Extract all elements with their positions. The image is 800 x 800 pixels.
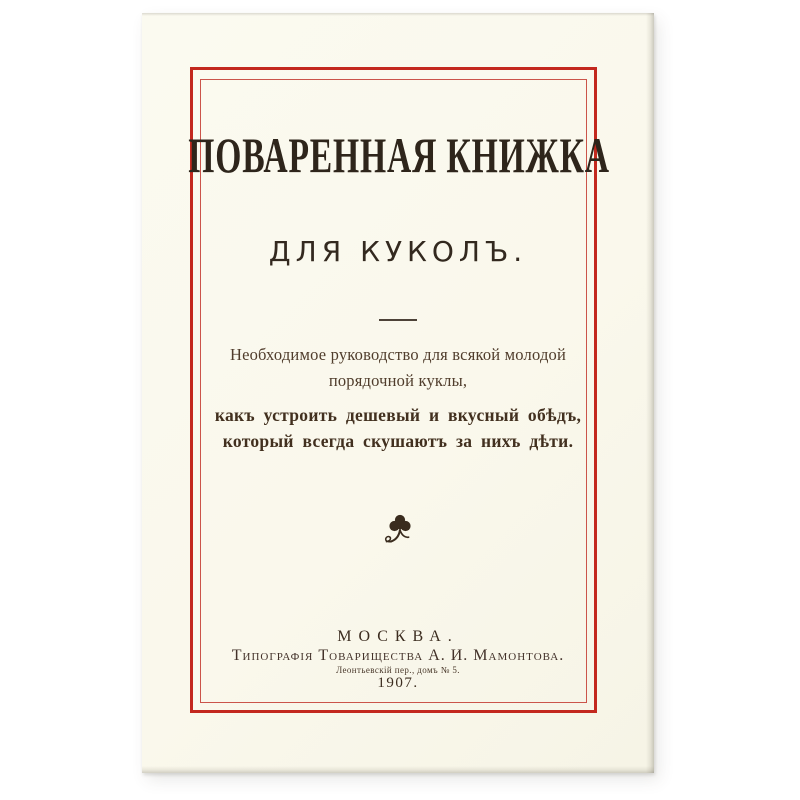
lead-paragraph-text: Необходимое руководство для всякой молодой порядочной куклы, — [229, 345, 567, 390]
book-title-text: ПОВАРЕННАЯ КНИЖКА — [188, 126, 610, 183]
divider-rule — [379, 319, 417, 321]
book-cover — [142, 13, 654, 773]
lead-paragraph — [142, 342, 654, 393]
imprint-printer: Типографія Товарищества А. И. Мамонтова. — [231, 647, 565, 664]
clover-fleuron-icon — [142, 511, 654, 554]
bold-paragraph — [142, 402, 654, 455]
book-title — [142, 126, 654, 183]
bold-paragraph-text: какъ устроить дешевый и вкусный обѣдъ, который всегда скушаютъ за нихъ дѣти. — [214, 405, 582, 452]
divider — [142, 308, 654, 326]
book-top-edge — [142, 13, 654, 16]
imprint-address: Леонтьевскій пер., домъ № 5. — [336, 665, 460, 675]
book-bottom-edge — [142, 766, 654, 773]
imprint-city: МОСКВА. — [337, 628, 459, 645]
imprint-year: 1907. — [377, 675, 419, 691]
book-subtitle: ДЛЯ КУКОЛЪ. — [268, 235, 528, 268]
